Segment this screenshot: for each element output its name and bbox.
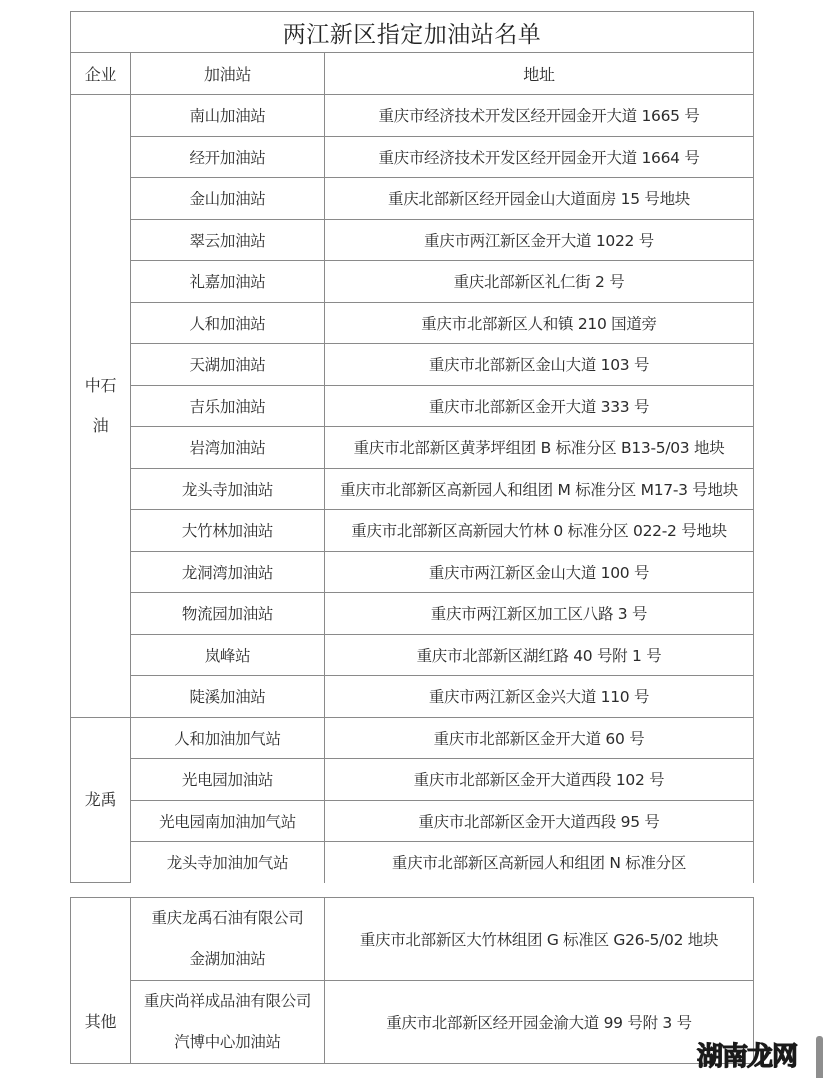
table-row <box>71 898 754 981</box>
station-name: 岚峰站 <box>131 634 325 676</box>
station-name: 光电园南加油加气站 <box>131 800 325 842</box>
station-name <box>131 898 325 981</box>
enterprise-longyu: 龙禹 <box>71 717 131 883</box>
station-name-label: 金湖加油站 <box>189 950 266 968</box>
station-address: 重庆市两江新区金兴大道 110 号 <box>325 676 754 718</box>
station-name: 物流园加油站 <box>131 593 325 635</box>
station-address: 重庆市经济技术开发区经开园金开大道 1664 号 <box>325 136 754 178</box>
station-address: 重庆市两江新区金山大道 100 号 <box>325 551 754 593</box>
station-name: 南山加油站 <box>131 95 325 137</box>
station-address: 重庆市北部新区金开大道西段 95 号 <box>325 800 754 842</box>
station-address: 重庆市北部新区经开园金渝大道 99 号附 3 号 <box>325 981 754 1064</box>
watermark-part1: 湖南 <box>697 1042 748 1072</box>
enterprise-cnpc: 中石油 <box>71 95 131 718</box>
table-row <box>71 676 754 718</box>
station-address: 重庆市北部新区黄茅坪组团 B 标准分区 B13-5/03 地块 <box>325 427 754 469</box>
station-name: 龙头寺加油站 <box>131 468 325 510</box>
table-row <box>71 95 754 137</box>
table-row <box>71 468 754 510</box>
table-row <box>71 510 754 552</box>
station-address: 重庆市两江新区加工区八路 3 号 <box>325 593 754 635</box>
station-name: 翠云加油站 <box>131 219 325 261</box>
station-name: 金山加油站 <box>131 178 325 220</box>
station-address: 重庆市北部新区高新园人和组团 N 标准分区 <box>325 842 754 883</box>
header-station: 加油站 <box>131 53 325 95</box>
station-name: 龙洞湾加油站 <box>131 551 325 593</box>
station-address: 重庆市北部新区金开大道 333 号 <box>325 385 754 427</box>
station-name: 人和加油加气站 <box>131 717 325 759</box>
station-name <box>131 981 325 1064</box>
header-enterprise: 企业 <box>71 53 131 95</box>
table-row <box>71 551 754 593</box>
station-address: 重庆市北部新区人和镇 210 国道旁 <box>325 302 754 344</box>
station-address: 重庆北部新区礼仁街 2 号 <box>325 261 754 303</box>
station-name: 龙头寺加油加气站 <box>131 842 325 883</box>
station-name: 人和加油站 <box>131 302 325 344</box>
table-row <box>71 717 754 759</box>
table-row <box>71 759 754 801</box>
station-name-label: 汽博中心加油站 <box>174 1033 281 1051</box>
table-row <box>71 593 754 635</box>
station-list-table <box>70 11 754 883</box>
station-address: 重庆市北部新区金开大道 60 号 <box>325 717 754 759</box>
station-name: 岩湾加油站 <box>131 427 325 469</box>
other-stations-table <box>70 897 754 1064</box>
station-name: 陡溪加油站 <box>131 676 325 718</box>
station-address: 重庆市两江新区金开大道 1022 号 <box>325 219 754 261</box>
table-row <box>71 178 754 220</box>
station-company: 重庆尚祥成品油有限公司 <box>143 992 312 1010</box>
station-address: 重庆市北部新区金山大道 103 号 <box>325 344 754 386</box>
station-name: 吉乐加油站 <box>131 385 325 427</box>
table-header-row <box>71 53 754 95</box>
station-name: 大竹林加油站 <box>131 510 325 552</box>
table-row <box>71 800 754 842</box>
site-watermark-logo <box>697 1036 797 1073</box>
station-address: 重庆市北部新区大竹林组团 G 标准区 G26-5/02 地块 <box>325 898 754 981</box>
table-row <box>71 385 754 427</box>
station-address: 重庆市北部新区金开大道西段 102 号 <box>325 759 754 801</box>
table-row <box>71 302 754 344</box>
table-row <box>71 981 754 1064</box>
table-row <box>71 427 754 469</box>
table-row <box>71 136 754 178</box>
table-row <box>71 344 754 386</box>
table-row <box>71 219 754 261</box>
document-title: 两江新区指定加油站名单 <box>71 12 754 53</box>
table-row <box>71 634 754 676</box>
station-address: 重庆市北部新区高新园大竹林 0 标准分区 022-2 号地块 <box>325 510 754 552</box>
station-address: 重庆市北部新区高新园人和组团 M 标准分区 M17-3 号地块 <box>325 468 754 510</box>
header-address: 地址 <box>325 53 754 95</box>
station-company: 重庆龙禹石油有限公司 <box>151 909 304 927</box>
scrollbar-thumb[interactable] <box>816 1036 823 1078</box>
station-name: 经开加油站 <box>131 136 325 178</box>
enterprise-other <box>71 898 131 1064</box>
watermark-part2: 龙网 <box>747 1042 798 1072</box>
table-row <box>71 261 754 303</box>
station-name: 天湖加油站 <box>131 344 325 386</box>
station-address: 重庆市北部新区湖红路 40 号附 1 号 <box>325 634 754 676</box>
station-name: 光电园加油站 <box>131 759 325 801</box>
station-address: 重庆北部新区经开园金山大道面房 15 号地块 <box>325 178 754 220</box>
table-row <box>71 842 754 883</box>
station-name: 礼嘉加油站 <box>131 261 325 303</box>
station-address: 重庆市经济技术开发区经开园金开大道 1665 号 <box>325 95 754 137</box>
enterprise-other-label: 其他 <box>84 1011 117 1031</box>
